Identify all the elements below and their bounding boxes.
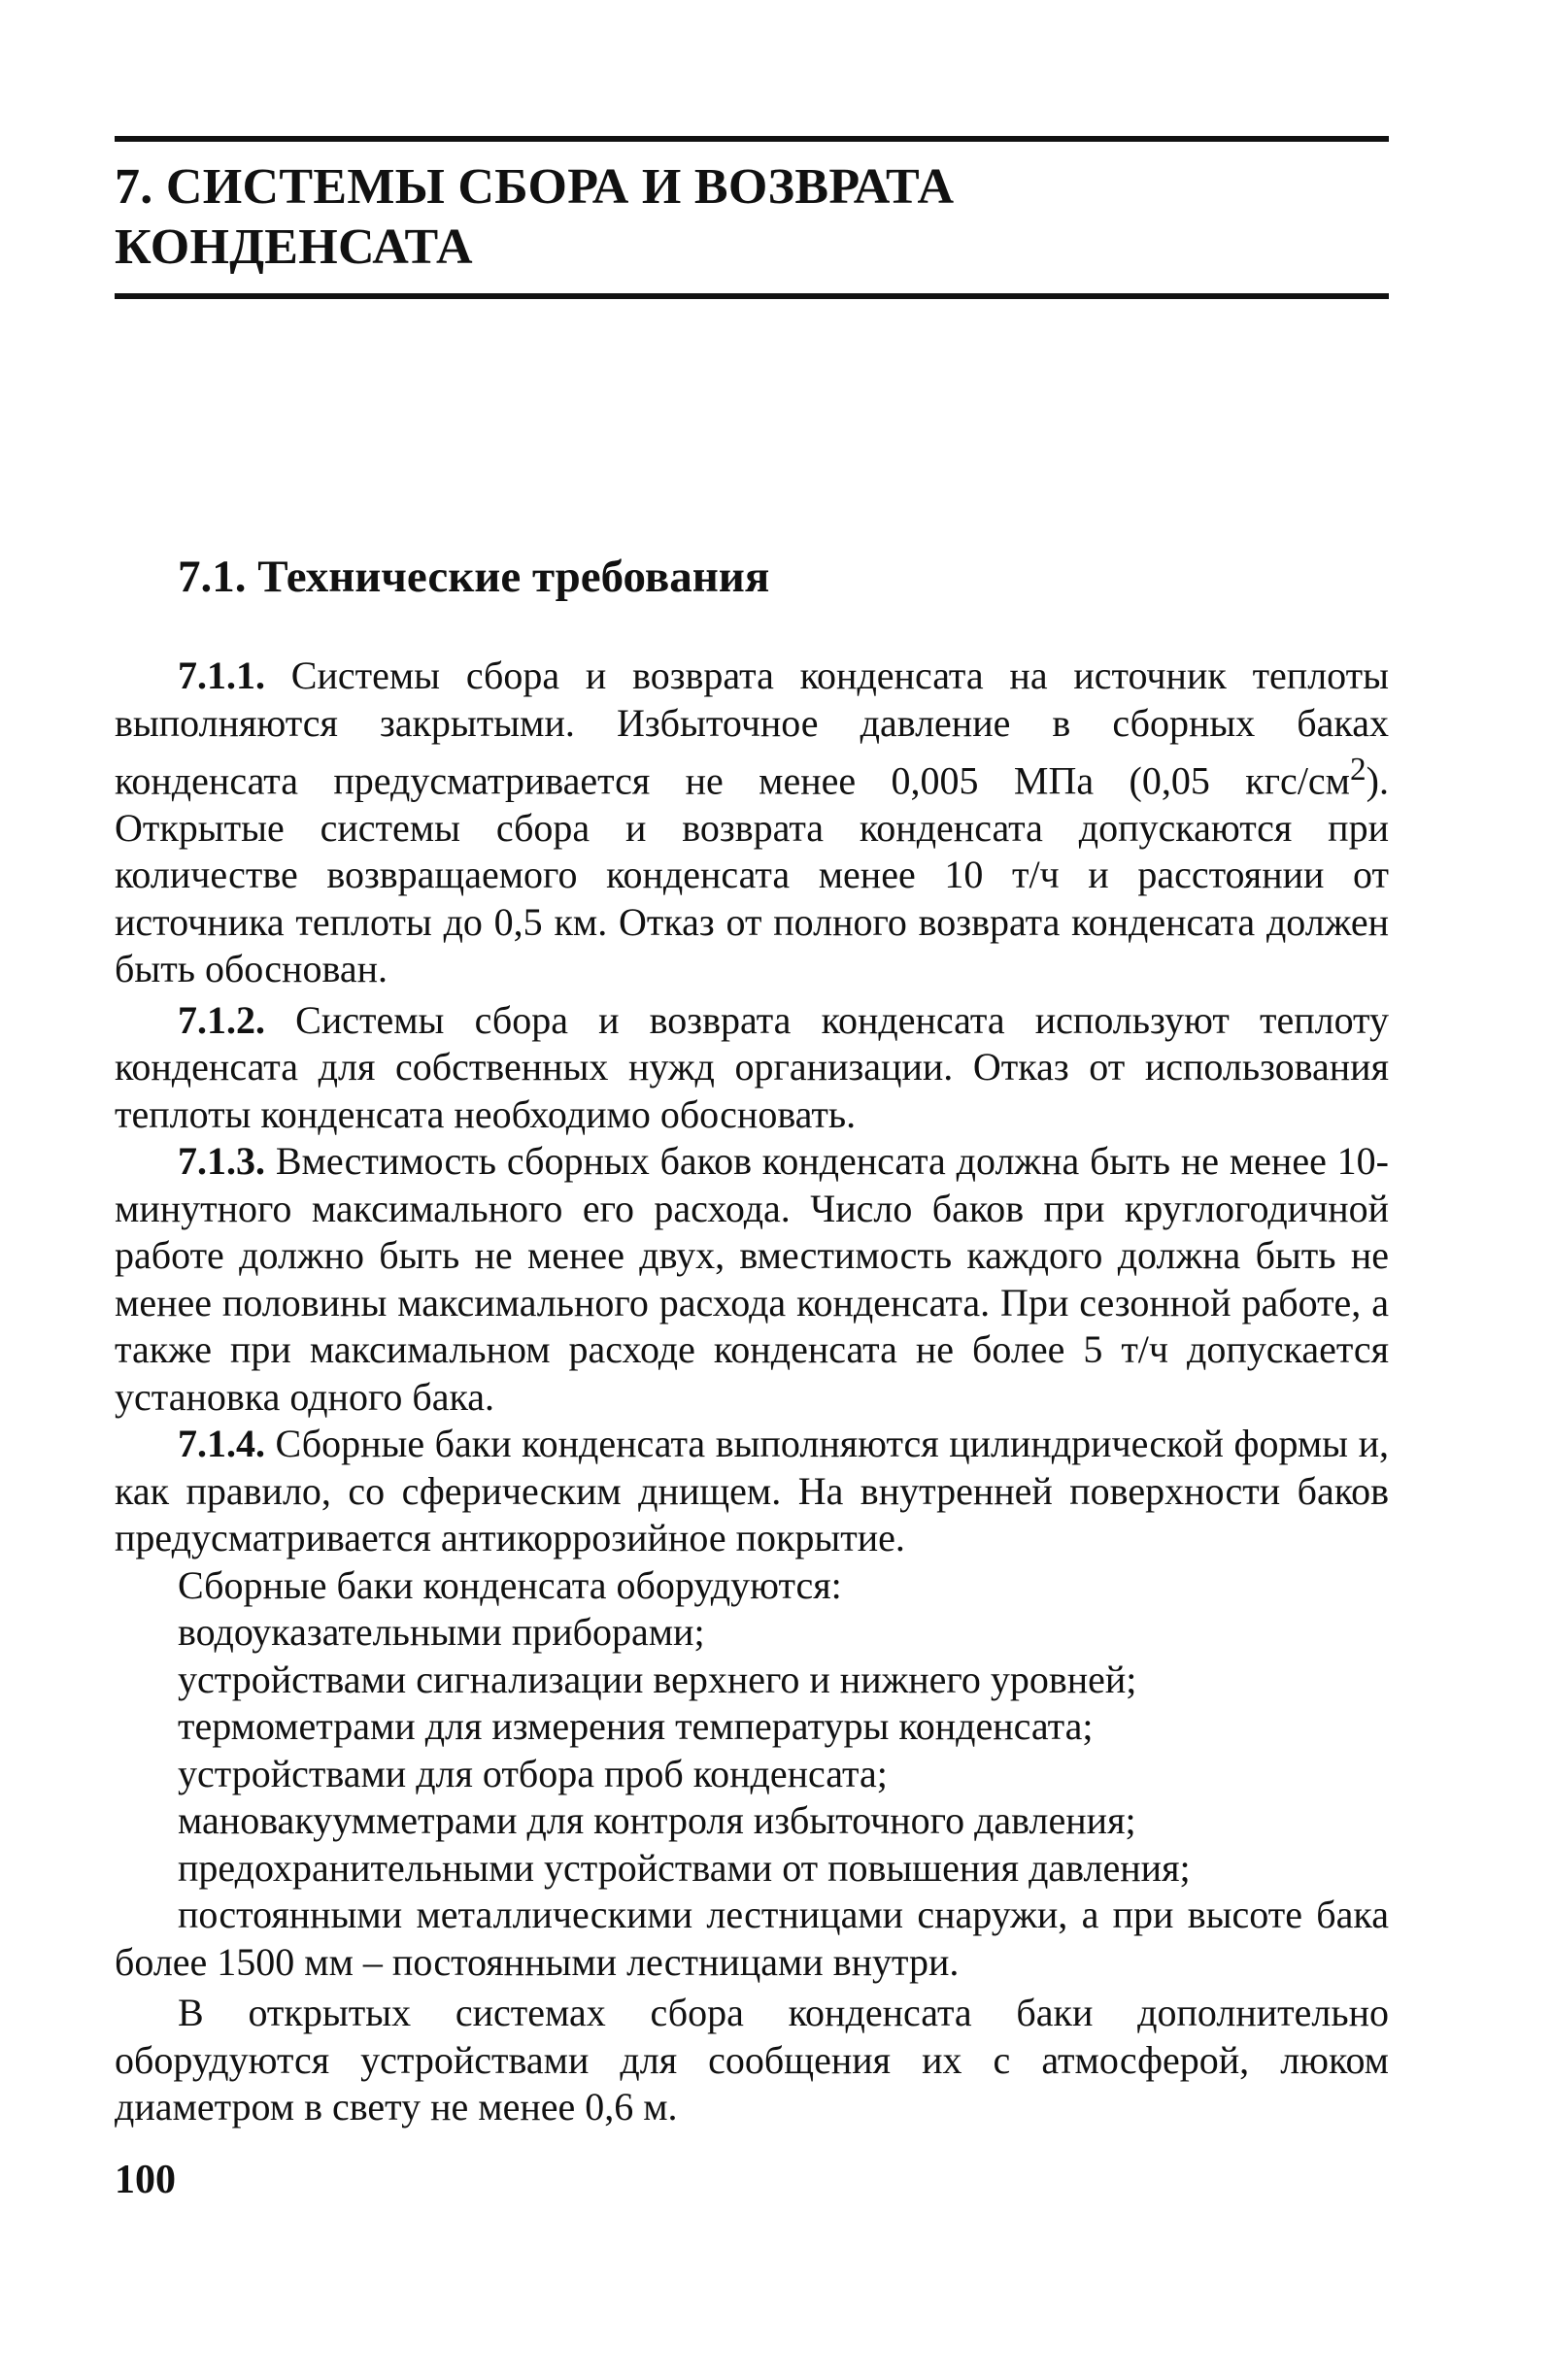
equipment-item: водоуказательными приборами; bbox=[178, 1610, 705, 1655]
chapter-title-line-2: КОНДЕНСАТА bbox=[115, 219, 473, 275]
page-number: 100 bbox=[115, 2158, 176, 2202]
paragraph-text: Системы сбора и возврата конденсата на источник теплоты выполняются закрытыми. Избыточное давление в сборных баках конденсата предусматривается не менее 0,005 МПа (0,05 кгс/см bbox=[115, 654, 1389, 803]
closing-paragraph: В открытых системах сбора конденсата баки дополнительно оборудуются устройствами для сообщения их с атмосферой, люком диаметром в свету не менее 0,6 м. bbox=[115, 1991, 1389, 2129]
paragraph-text: Сборные баки конденсата выполняются цилиндрической формы и, как правило, со сферическим днищем. На внутренней поверхности баков предусматривается антикоррозийное покрытие. bbox=[115, 1422, 1389, 1560]
superscript: 2 bbox=[1350, 752, 1366, 788]
paragraph-number: 7.1.1. bbox=[178, 654, 265, 697]
equipment-item: термометрами для измерения температуры конденсата; bbox=[178, 1704, 1094, 1749]
paragraph-text: Системы сбора и возврата конденсата используют теплоту конденсата для собственных нужд организации. Отказ от использования теплоты конденсата необходимо обосновать. bbox=[115, 997, 1389, 1136]
equipment-intro: Сборные баки конденсата оборудуются: bbox=[178, 1562, 842, 1607]
paragraph-7-1-1 bbox=[115, 653, 1389, 993]
equipment-item: устройствами сигнализации верхнего и нижнего уровней; bbox=[178, 1657, 1137, 1701]
section-title: 7.1. Технические требования bbox=[178, 552, 770, 602]
chapter-title-line-1: 7. СИСТЕМЫ СБОРА И ВОЗВРАТА bbox=[115, 159, 955, 215]
chapter-title bbox=[115, 157, 1389, 278]
paragraph-7-1-4 bbox=[115, 1421, 1389, 1562]
paragraph-number: 7.1.3. bbox=[178, 1139, 265, 1184]
paragraph-7-1-3 bbox=[115, 1138, 1389, 1421]
equipment-item: постоянными металлическими лестницами снаружи, а при высоте бака более 1500 мм – постоянными лестницами внутри. bbox=[115, 1893, 1389, 1984]
paragraph-text-tail: ). Открытые системы сбора и возврата конденсата допускаются при количестве возвращаемого конденсата менее 10 т/ч и расстоянии от источника теплоты до 0,5 км. Отказ от полного возврата конденсата должен быть обоснован. bbox=[115, 758, 1389, 991]
paragraph-number: 7.1.4. bbox=[178, 1422, 265, 1466]
equipment-item: предохранительными устройствами от повышения давления; bbox=[178, 1845, 1191, 1890]
paragraph-number: 7.1.2. bbox=[178, 997, 265, 1042]
chapter-bottom-rule bbox=[115, 293, 1389, 299]
paragraph-text: Вместимость сборных баков конденсата должна быть не менее 10-минутного максимального его расхода. Число баков при круглогодичной работе должно быть не менее двух, вместимость каждого должна быть не менее половины максимального расхода конденсата. При сезонной работе, а также при максимальном расходе конденсата не более 5 т/ч допускается установка одного бака. bbox=[115, 1139, 1389, 1419]
equipment-item: мановакуумметрами для контроля избыточного давления; bbox=[178, 1798, 1136, 1843]
body-text bbox=[115, 653, 1389, 2131]
equipment-item: устройствами для отбора проб конденсата; bbox=[178, 1751, 888, 1795]
paragraph-7-1-2 bbox=[115, 997, 1389, 1139]
chapter-top-rule bbox=[115, 136, 1389, 142]
